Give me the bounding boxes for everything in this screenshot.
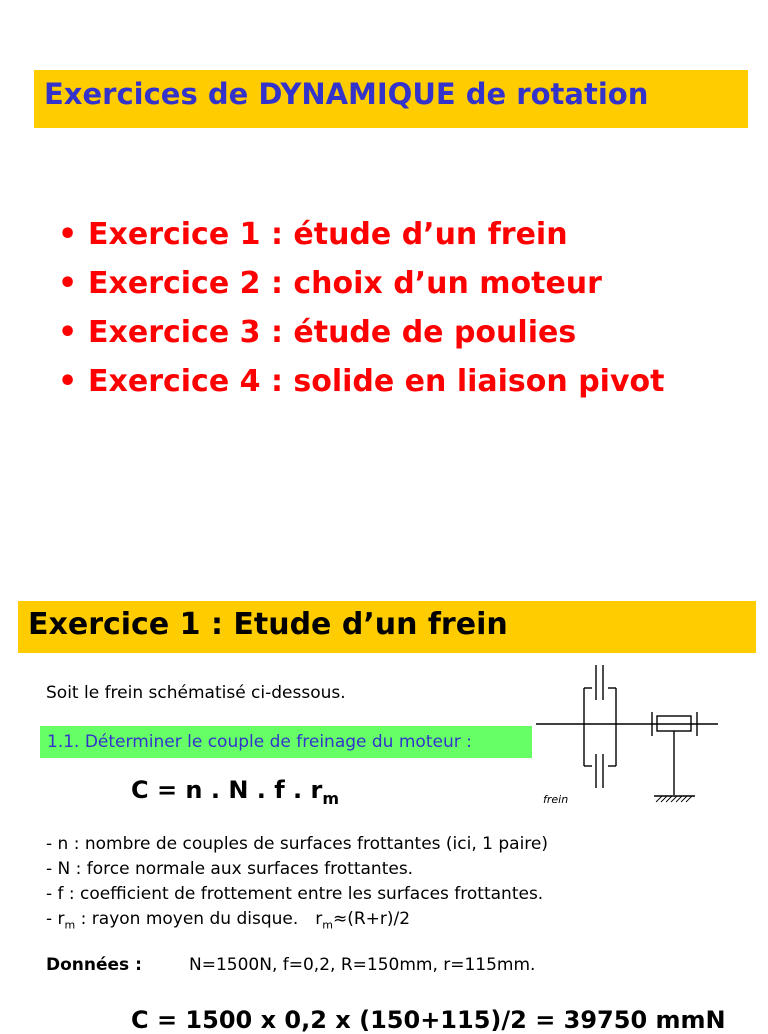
exercise-list — [58, 214, 664, 410]
given-data-label: Données : — [46, 955, 142, 975]
rm-approx-subscript: m — [322, 918, 333, 932]
bullet: • — [58, 217, 78, 252]
definition-n: - n : nombre de couples de surfaces frottantes (ici, 1 paire) — [46, 834, 549, 854]
rm-approx-prefix: r — [315, 909, 323, 929]
brake-torque-formula — [131, 776, 339, 808]
exercise-label: Exercice 1 : étude d’un frein — [88, 217, 568, 252]
given-data — [46, 955, 535, 975]
question-1-1: 1.1. Déterminer le couple de freinage du moteur : — [40, 726, 532, 758]
bullet: • — [58, 315, 78, 350]
formula-subscript: m — [322, 788, 340, 808]
brake-schematic — [532, 660, 722, 810]
diagram-label: frein — [543, 793, 569, 806]
slide1-title-banner — [34, 70, 748, 128]
exercise-item-3 — [58, 312, 664, 361]
exercise-label: Exercice 3 : étude de poulies — [88, 315, 577, 350]
slide1-title: Exercices de DYNAMIQUE de rotation — [44, 77, 649, 111]
rm-prefix: - r — [46, 909, 65, 929]
rm-approx-text: ≈(R+r)/2 — [332, 909, 411, 929]
exercise-label: Exercice 4 : solide en liaison pivot — [88, 364, 665, 399]
exercise-item-4 — [58, 361, 664, 410]
exercise-item-2 — [58, 263, 664, 312]
given-data-values: N=1500N, f=0,2, R=150mm, r=115mm. — [189, 955, 536, 975]
definition-rm — [46, 909, 410, 931]
torque-result: C = 1500 x 0,2 x (150+115)/2 = 39750 mmN — [131, 1006, 726, 1034]
rm-text: : rayon moyen du disque. — [75, 909, 299, 929]
exercise-label: Exercice 2 : choix d’un moteur — [88, 266, 602, 301]
exercise-item-1 — [58, 214, 664, 263]
definition-N: - N : force normale aux surfaces frottantes. — [46, 859, 414, 879]
slide2-title-banner — [18, 601, 756, 653]
definition-f: - f : coefficient de frottement entre les surfaces frottantes. — [46, 884, 544, 904]
slide2-title: Exercice 1 : Etude d’un frein — [28, 607, 508, 642]
ground-hatching — [656, 796, 692, 802]
bullet: • — [58, 266, 78, 301]
bullet: • — [58, 364, 78, 399]
formula-main: C = n . N . f . r — [131, 776, 323, 804]
intro-text: Soit le frein schématisé ci-dessous. — [46, 683, 346, 703]
rm-subscript: m — [64, 918, 76, 932]
